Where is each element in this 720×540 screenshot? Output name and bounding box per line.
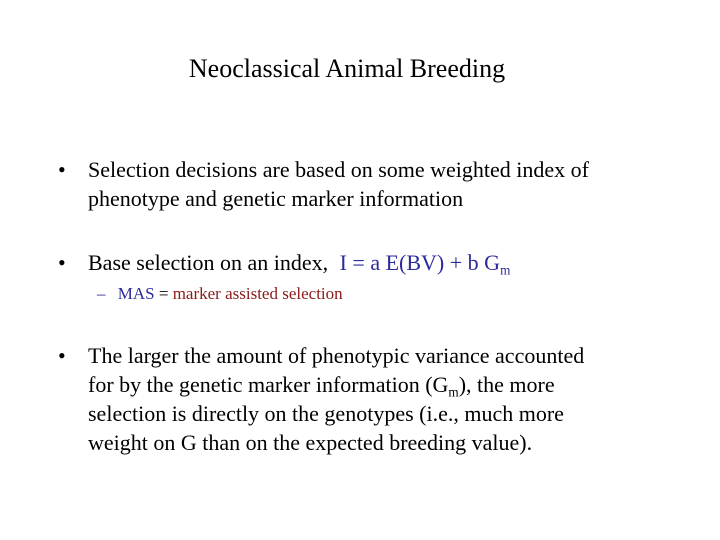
bullet-3-line-1: The larger the amount of phenotypic variance accounted (88, 343, 585, 368)
bullet-dot: • (58, 250, 66, 275)
bullet-3-text (88, 341, 584, 457)
bullet-3-line-2 (88, 370, 584, 399)
slide-title: Neoclassical Animal Breeding (188, 54, 506, 83)
index-formula-main: I = a E(BV) + b G (339, 250, 501, 275)
bullet-3-line-2-pre: for by the genetic marker information (G (88, 372, 449, 397)
bullet-1-text (88, 155, 589, 213)
bullet-3-line-2-post: ), the more (458, 372, 555, 397)
sub-bullet-dash: – (97, 284, 106, 303)
index-formula (339, 250, 511, 278)
bullet-2-lead: Base selection on an index, (88, 250, 329, 275)
bullet-3-line-4: weight on G than on the expected breeding value). (88, 430, 533, 455)
bullet-1-line-1: Selection decisions are based on some weighted index of (88, 157, 589, 182)
bullet-dot: • (58, 157, 66, 182)
bullet-2-text (88, 248, 510, 277)
mas-definition: marker assisted selection (172, 284, 343, 303)
bullet-1-line-2: phenotype and genetic marker information (88, 186, 464, 211)
mas-abbr: MAS (117, 284, 155, 303)
bullet-dot: • (58, 343, 66, 368)
bullet-3-line-3: selection is directly on the genotypes (i.e., much more (88, 401, 564, 426)
index-formula-subscript: m (500, 262, 511, 278)
gm-subscript: m (448, 384, 459, 400)
sub-bullet-mas (97, 283, 343, 305)
mas-equals: = (158, 284, 169, 303)
